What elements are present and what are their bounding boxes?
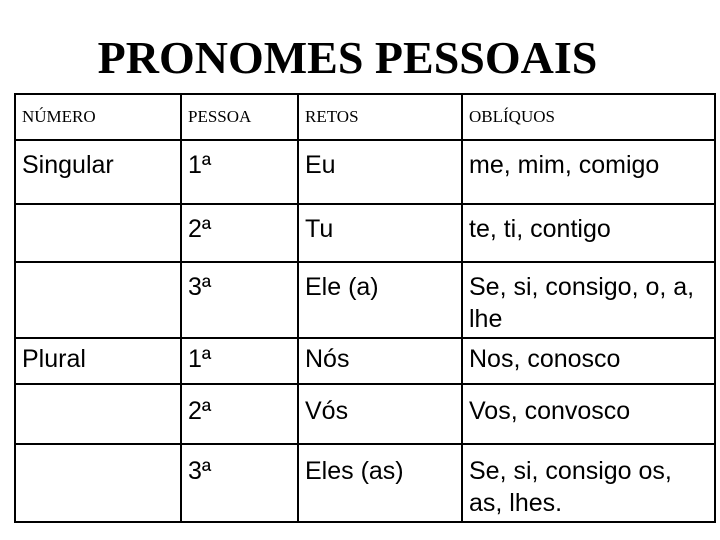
cell-pessoa: 3ª [181, 262, 298, 338]
pronouns-table [14, 93, 716, 523]
cell-pessoa: 3ª [181, 444, 298, 522]
header-numero: NÚMERO [15, 94, 181, 140]
cell-retos: Eles (as) [298, 444, 462, 522]
cell-retos: Eu [298, 140, 462, 204]
cell-obliquos: Se, si, consigo os, as, lhes. [462, 444, 715, 522]
cell-pessoa: 2ª [181, 384, 298, 444]
cell-obliquos: Vos, convosco [462, 384, 715, 444]
cell-retos: Ele (a) [298, 262, 462, 338]
cell-numero [15, 262, 181, 338]
cell-numero: Plural [15, 338, 181, 384]
table-row [15, 444, 715, 522]
table-row [15, 204, 715, 262]
cell-retos: Nós [298, 338, 462, 384]
header-pessoa: PESSOA [181, 94, 298, 140]
table-row [15, 140, 715, 204]
table-header-row [15, 94, 715, 140]
header-obliquos: OBLÍQUOS [462, 94, 715, 140]
cell-numero: Singular [15, 140, 181, 204]
cell-pessoa: 2ª [181, 204, 298, 262]
header-retos: RETOS [298, 94, 462, 140]
cell-obliquos: te, ti, contigo [462, 204, 715, 262]
cell-obliquos: Nos, conosco [462, 338, 715, 384]
table-row [15, 262, 715, 338]
cell-obliquos: me, mim, comigo [462, 140, 715, 204]
table-row [15, 338, 715, 384]
table-row [15, 384, 715, 444]
cell-obliquos: Se, si, consigo, o, a, lhe [462, 262, 715, 338]
cell-pessoa: 1ª [181, 140, 298, 204]
cell-retos: Tu [298, 204, 462, 262]
cell-retos: Vós [298, 384, 462, 444]
page-title: PRONOMES PESSOAIS [97, 32, 598, 83]
cell-numero [15, 444, 181, 522]
cell-numero [15, 204, 181, 262]
cell-numero [15, 384, 181, 444]
cell-pessoa: 1ª [181, 338, 298, 384]
